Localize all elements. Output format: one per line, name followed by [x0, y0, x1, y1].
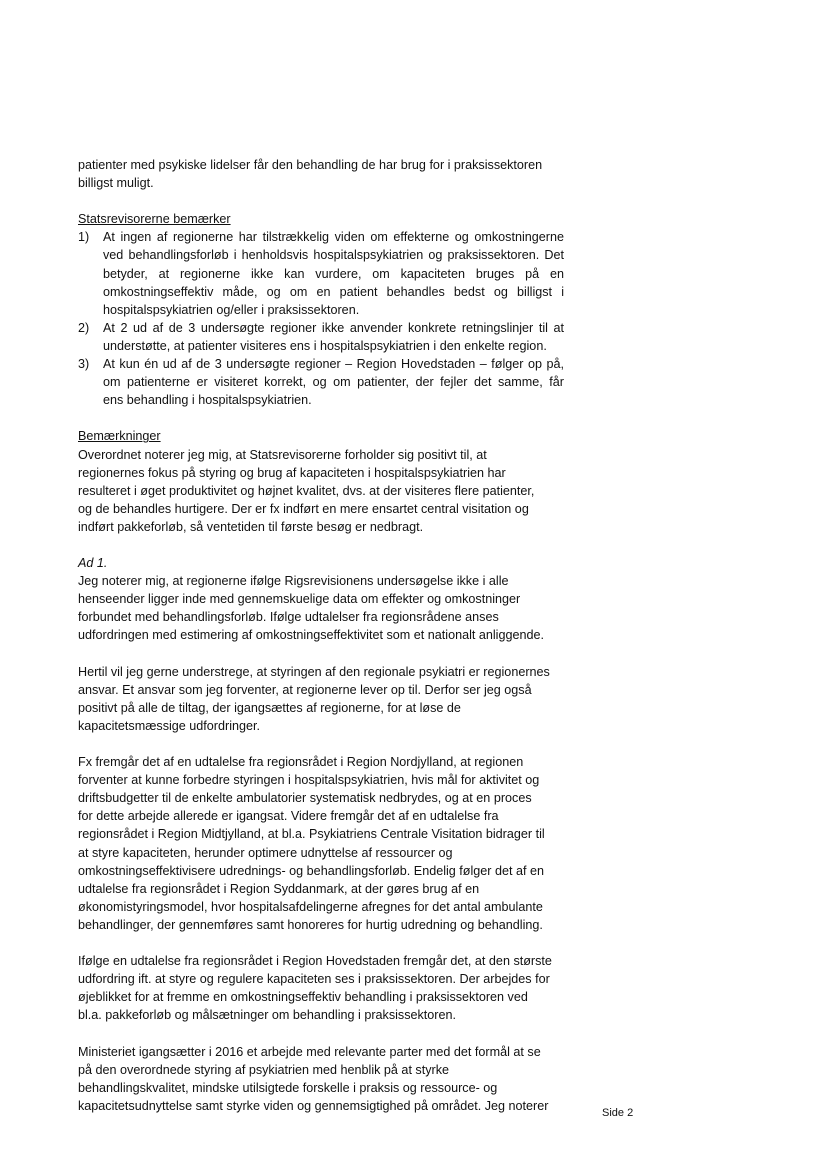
- page-number: Side 2: [602, 1107, 634, 1119]
- list-number: 3): [78, 357, 90, 372]
- bemaerkninger-paragraph: [78, 446, 564, 536]
- text-line: at styre kapaciteten, herunder optimere udnyttelse af ressourcer og: [78, 845, 453, 860]
- ad1-paragraph-5: [78, 1043, 564, 1115]
- text-line: ansvar. Et ansvar som jeg forventer, at regionerne lever op til. Derfor ser jeg også: [78, 682, 532, 697]
- text-line: for dette arbejde allerede er igangsat. Videre fremgår det af en udtalelse fra: [78, 809, 499, 824]
- list-item: [78, 228, 564, 318]
- text-line: At 2 ud af de 3 undersøgte regioner ikke anvender konkrete retningslinjer til at: [103, 320, 564, 335]
- text-line: regionsrådet i Region Midtjylland, at bl.a. Psykiatriens Centrale Visitation bidrager til: [78, 827, 545, 842]
- list-item: [78, 319, 564, 355]
- text-line: økonomistyringsmodel, hvor hospitalsafdelingerne afregnes for det antal ambulante: [78, 899, 543, 914]
- document-body: [78, 156, 564, 1115]
- text-line: øjeblikket for at fremme en omkostningseffektiv behandling i praksissektoren ved: [78, 990, 528, 1005]
- text-line: behandlingskvalitet, mindske utilsigtede forskelle i praksis og ressource- og: [78, 1080, 498, 1095]
- ad1-paragraph-3: [78, 753, 564, 934]
- text-line: forbundet med behandlingsforløb. Ifølge udtalelser fra regionsrådene anses: [78, 610, 499, 625]
- ad1-paragraph-4: [78, 952, 564, 1024]
- text-line: Hertil vil jeg gerne understrege, at styringen af den regionale psykiatri er regionernes: [78, 664, 550, 679]
- ad1-paragraph-1: [78, 572, 564, 644]
- text-line: omkostningseffektivisere udrednings- og behandlingsforløb. Endelig følger det af en: [78, 863, 545, 878]
- text-line: Ifølge en udtalelse fra regionsrådet i Region Hovedstaden fremgår det, at den største: [78, 954, 552, 969]
- ad1-paragraph-2: [78, 663, 564, 735]
- text-line: hospitalspsykiatrien og/eller i praksissektoren.: [103, 302, 360, 317]
- text-line: driftsbudgetter til de enkelte ambulatorier systematisk nedbrydes, og at en proces: [78, 791, 532, 806]
- list-number: 1): [78, 230, 90, 245]
- text-line: indført pakkeforløb, så ventetiden til første besøg er nedbragt.: [78, 519, 424, 534]
- text-line: understøtte, at patienter visiteres ens i hospitalspsykiatrien i den enkelte region.: [103, 338, 547, 353]
- text-line: ens behandling i hospitalspsykiatrien.: [103, 393, 312, 408]
- text-line: ved behandlingsforløb i henholdsvis hospitalspsykiatrien og praksissektoren. Det: [103, 248, 564, 263]
- text-line: At kun én ud af de 3 undersøgte regioner – Region Hovedstaden – følger op på,: [103, 357, 564, 372]
- text-line: forventer at kunne forbedre styringen i hospitalspsykiatrien, hvis mål for aktivitet og: [78, 773, 540, 788]
- text-line: udtalelse fra regionsrådet i Region Syddanmark, at der gøres brug af en: [78, 881, 480, 896]
- intro-paragraph: [78, 156, 564, 192]
- text-line: udfordringen med estimering af omkostningseffektivitet som et nationalt anliggende.: [78, 628, 545, 643]
- text-line: regionernes fokus på styring og brug af kapaciteten i hospitalspsykiatrien har: [78, 465, 506, 480]
- list-item: [78, 355, 564, 409]
- list-number: 2): [78, 320, 90, 335]
- bemaerkninger-heading: Bemærkninger: [78, 429, 161, 444]
- ad1-heading: Ad 1.: [78, 556, 108, 571]
- text-line: Fx fremgår det af en udtalelse fra regionsrådet i Region Nordjylland, at regionen: [78, 755, 524, 770]
- text-line: behandlinger, der gennemføres samt honoreres for hurtig udredning og behandling.: [78, 917, 543, 932]
- text-line: resulteret i øget produktivitet og højnet kvalitet, dvs. at der visiteres flere patienter,: [78, 483, 535, 498]
- numbered-list: [78, 228, 564, 409]
- text-line: kapacitetsudnyttelse samt styrke viden og gennemsigtighed på området. Jeg noterer: [78, 1098, 549, 1113]
- text-line: udfordring ift. at styre og regulere kapaciteten ses i praksissektoren. Der arbejdes for: [78, 972, 550, 987]
- text-line: betyder, at regionerne ikke kan vurdere, om kapaciteten bruges på en: [103, 266, 564, 281]
- text-line: på den overordnede styring af psykiatrien med henblik på at styrke: [78, 1062, 450, 1077]
- text-line: henseender ligger inde med gennemskuelige data om effekter og omkostninger: [78, 592, 521, 607]
- text-line: patienter med psykiske lidelser får den behandling de har brug for i praksissektoren: [78, 158, 543, 172]
- text-line: omkostningseffektiv måde, og om en patient behandles bedst og billigst i: [103, 284, 564, 299]
- text-line: Jeg noterer mig, at regionerne ifølge Rigsrevisionens undersøgelse ikke i alle: [78, 574, 509, 589]
- text-line: Overordnet noterer jeg mig, at Statsrevisorerne forholder sig positivt til, at: [78, 447, 487, 462]
- text-line: kapacitetsmæssige udfordringer.: [78, 718, 261, 733]
- text-line: billigst muligt.: [78, 176, 154, 191]
- text-line: om patienterne er visiteret korrekt, og om patienter, der fejler det samme, får: [103, 375, 564, 390]
- text-line: At ingen af regionerne har tilstrækkelig viden om effekterne og omkostningerne: [103, 230, 564, 245]
- text-line: Ministeriet igangsætter i 2016 et arbejde med relevante parter med det formål at se: [78, 1044, 541, 1059]
- text-line: og de behandles hurtigere. Der er fx indført en mere ensartet central visitation og: [78, 501, 529, 516]
- text-line: positivt på alle de tiltag, der igangsættes af regionerne, for at løse de: [78, 700, 461, 715]
- statsrevisorerne-heading: Statsrevisorerne bemærker: [78, 212, 231, 227]
- text-line: bl.a. pakkeforløb og målsætninger om behandling i praksissektoren.: [78, 1008, 457, 1023]
